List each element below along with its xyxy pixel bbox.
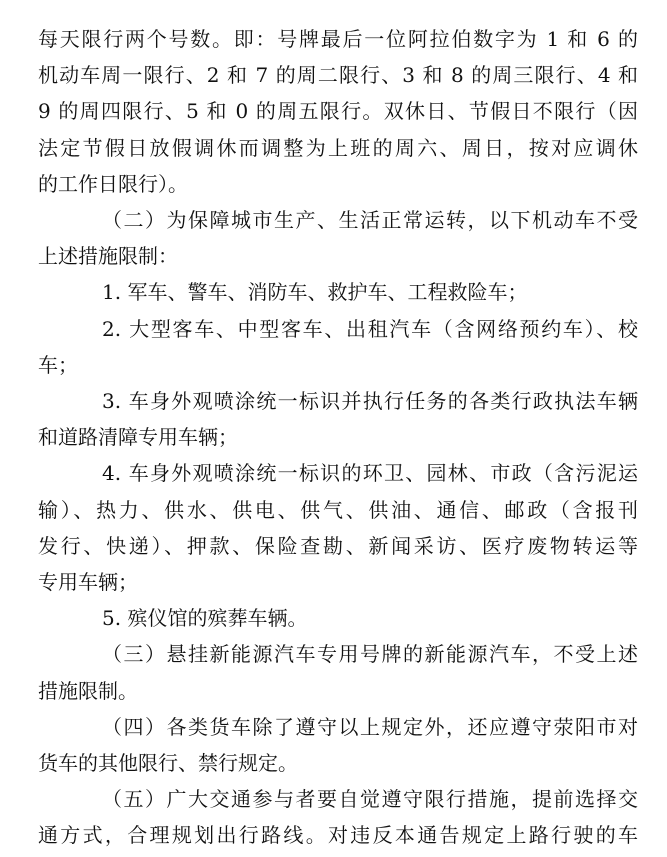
- paragraph-line: 3. 车身外观喷涂统一标识并执行任务的各类行政执法车辆: [102, 389, 638, 413]
- paragraph-line: 车；: [38, 352, 78, 377]
- paragraph-line: （五）广大交通参与者要自觉遵守限行措施，提前选择交: [102, 787, 638, 812]
- paragraph-line: 措施限制。: [38, 678, 138, 703]
- paragraph-line: 通方式，合理规划出行路线。对违反本通告规定上路行驶的车: [38, 823, 638, 848]
- paragraph-line: 发行、快递）、押款、保险查勘、新闻采访、医疗废物转运等: [38, 533, 638, 558]
- paragraph-line: （二）为保障城市生产、生活正常运转，以下机动车不受: [102, 208, 638, 232]
- paragraph-line: 机动车周一限行、2 和 7 的周二限行、3 和 8 的周三限行、4 和: [38, 63, 638, 88]
- paragraph-line: 输）、热力、供水、供电、供气、供油、通信、邮政（含报刊: [38, 497, 638, 522]
- paragraph-line: 的工作日限行）。: [38, 171, 188, 196]
- paragraph-line: 1. 军车、警车、消防车、救护车、工程救险车；: [102, 280, 528, 305]
- paragraph-line: （三）悬挂新能源汽车专用号牌的新能源汽车，不受上述: [102, 642, 638, 667]
- paragraph-line: 4. 车身外观喷涂统一标识的环卫、园林、市政（含污泥运: [102, 461, 638, 486]
- paragraph-line: 每天限行两个号数。即：号牌最后一位阿拉伯数字为 1 和 6 的: [38, 27, 638, 51]
- paragraph-line: 专用车辆；: [38, 570, 138, 594]
- paragraph-line: 9 的周四限行、5 和 0 的周五限行。双休日、节假日不限行（因: [38, 99, 638, 124]
- paragraph-line: 5. 殡仪馆的殡葬车辆。: [102, 606, 308, 631]
- paragraph-line: 货车的其他限行、禁行规定。: [38, 751, 298, 775]
- paragraph-line: 2. 大型客车、中型客车、出租汽车（含网络预约车）、校: [102, 316, 638, 341]
- paragraph-line: 法定节假日放假调休而调整为上班的周六、周日，按对应调休: [38, 135, 638, 160]
- paragraph-line: 和道路清障专用车辆；: [38, 425, 238, 450]
- paragraph-line: 上述措施限制：: [38, 244, 178, 269]
- paragraph-line: （四）各类货车除了遵守以上规定外，还应遵守荥阳市对: [102, 714, 638, 739]
